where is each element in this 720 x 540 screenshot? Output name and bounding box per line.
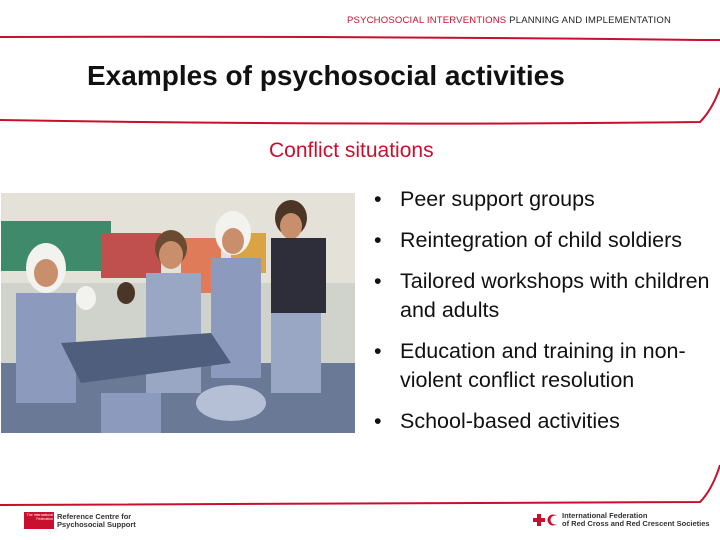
ifrc-line1: International Federation <box>562 511 648 520</box>
reference-centre-line2: Psychosocial Support <box>57 519 136 529</box>
slide-subtitle: Conflict situations <box>269 139 434 162</box>
list-item: • Education and training in non-violent conflict resolution <box>367 337 717 395</box>
red-cross-icon <box>533 514 545 526</box>
federation-box-logo: The International Federation <box>24 512 54 529</box>
red-crescent-icon <box>547 514 559 526</box>
list-item: • Reintegration of child soldiers <box>367 226 717 255</box>
schoolgirls-photo <box>1 193 355 433</box>
ifrc-logo-text <box>562 512 710 528</box>
list-item: • School-based activities <box>367 407 717 436</box>
reference-centre-line1: Reference Centre for <box>57 511 132 521</box>
slide-title: Examples of psychosocial activities <box>87 60 565 91</box>
activity-bullet-list <box>367 185 717 448</box>
header-rest-text: PLANNING AND IMPLEMENTATION <box>506 15 672 26</box>
header-accent-text: PSYCHOSOCIAL INTERVENTIONS <box>347 15 507 26</box>
header-program-name <box>347 15 671 26</box>
ifrc-line2: of Red Cross and Red Crescent Societies <box>562 519 710 528</box>
reference-centre-logo <box>24 512 136 529</box>
list-item: • Tailored workshops with children and adults <box>367 267 717 325</box>
ifrc-logo <box>533 512 710 528</box>
list-item: • Peer support groups <box>367 185 717 214</box>
reference-centre-logo-text <box>57 513 136 529</box>
